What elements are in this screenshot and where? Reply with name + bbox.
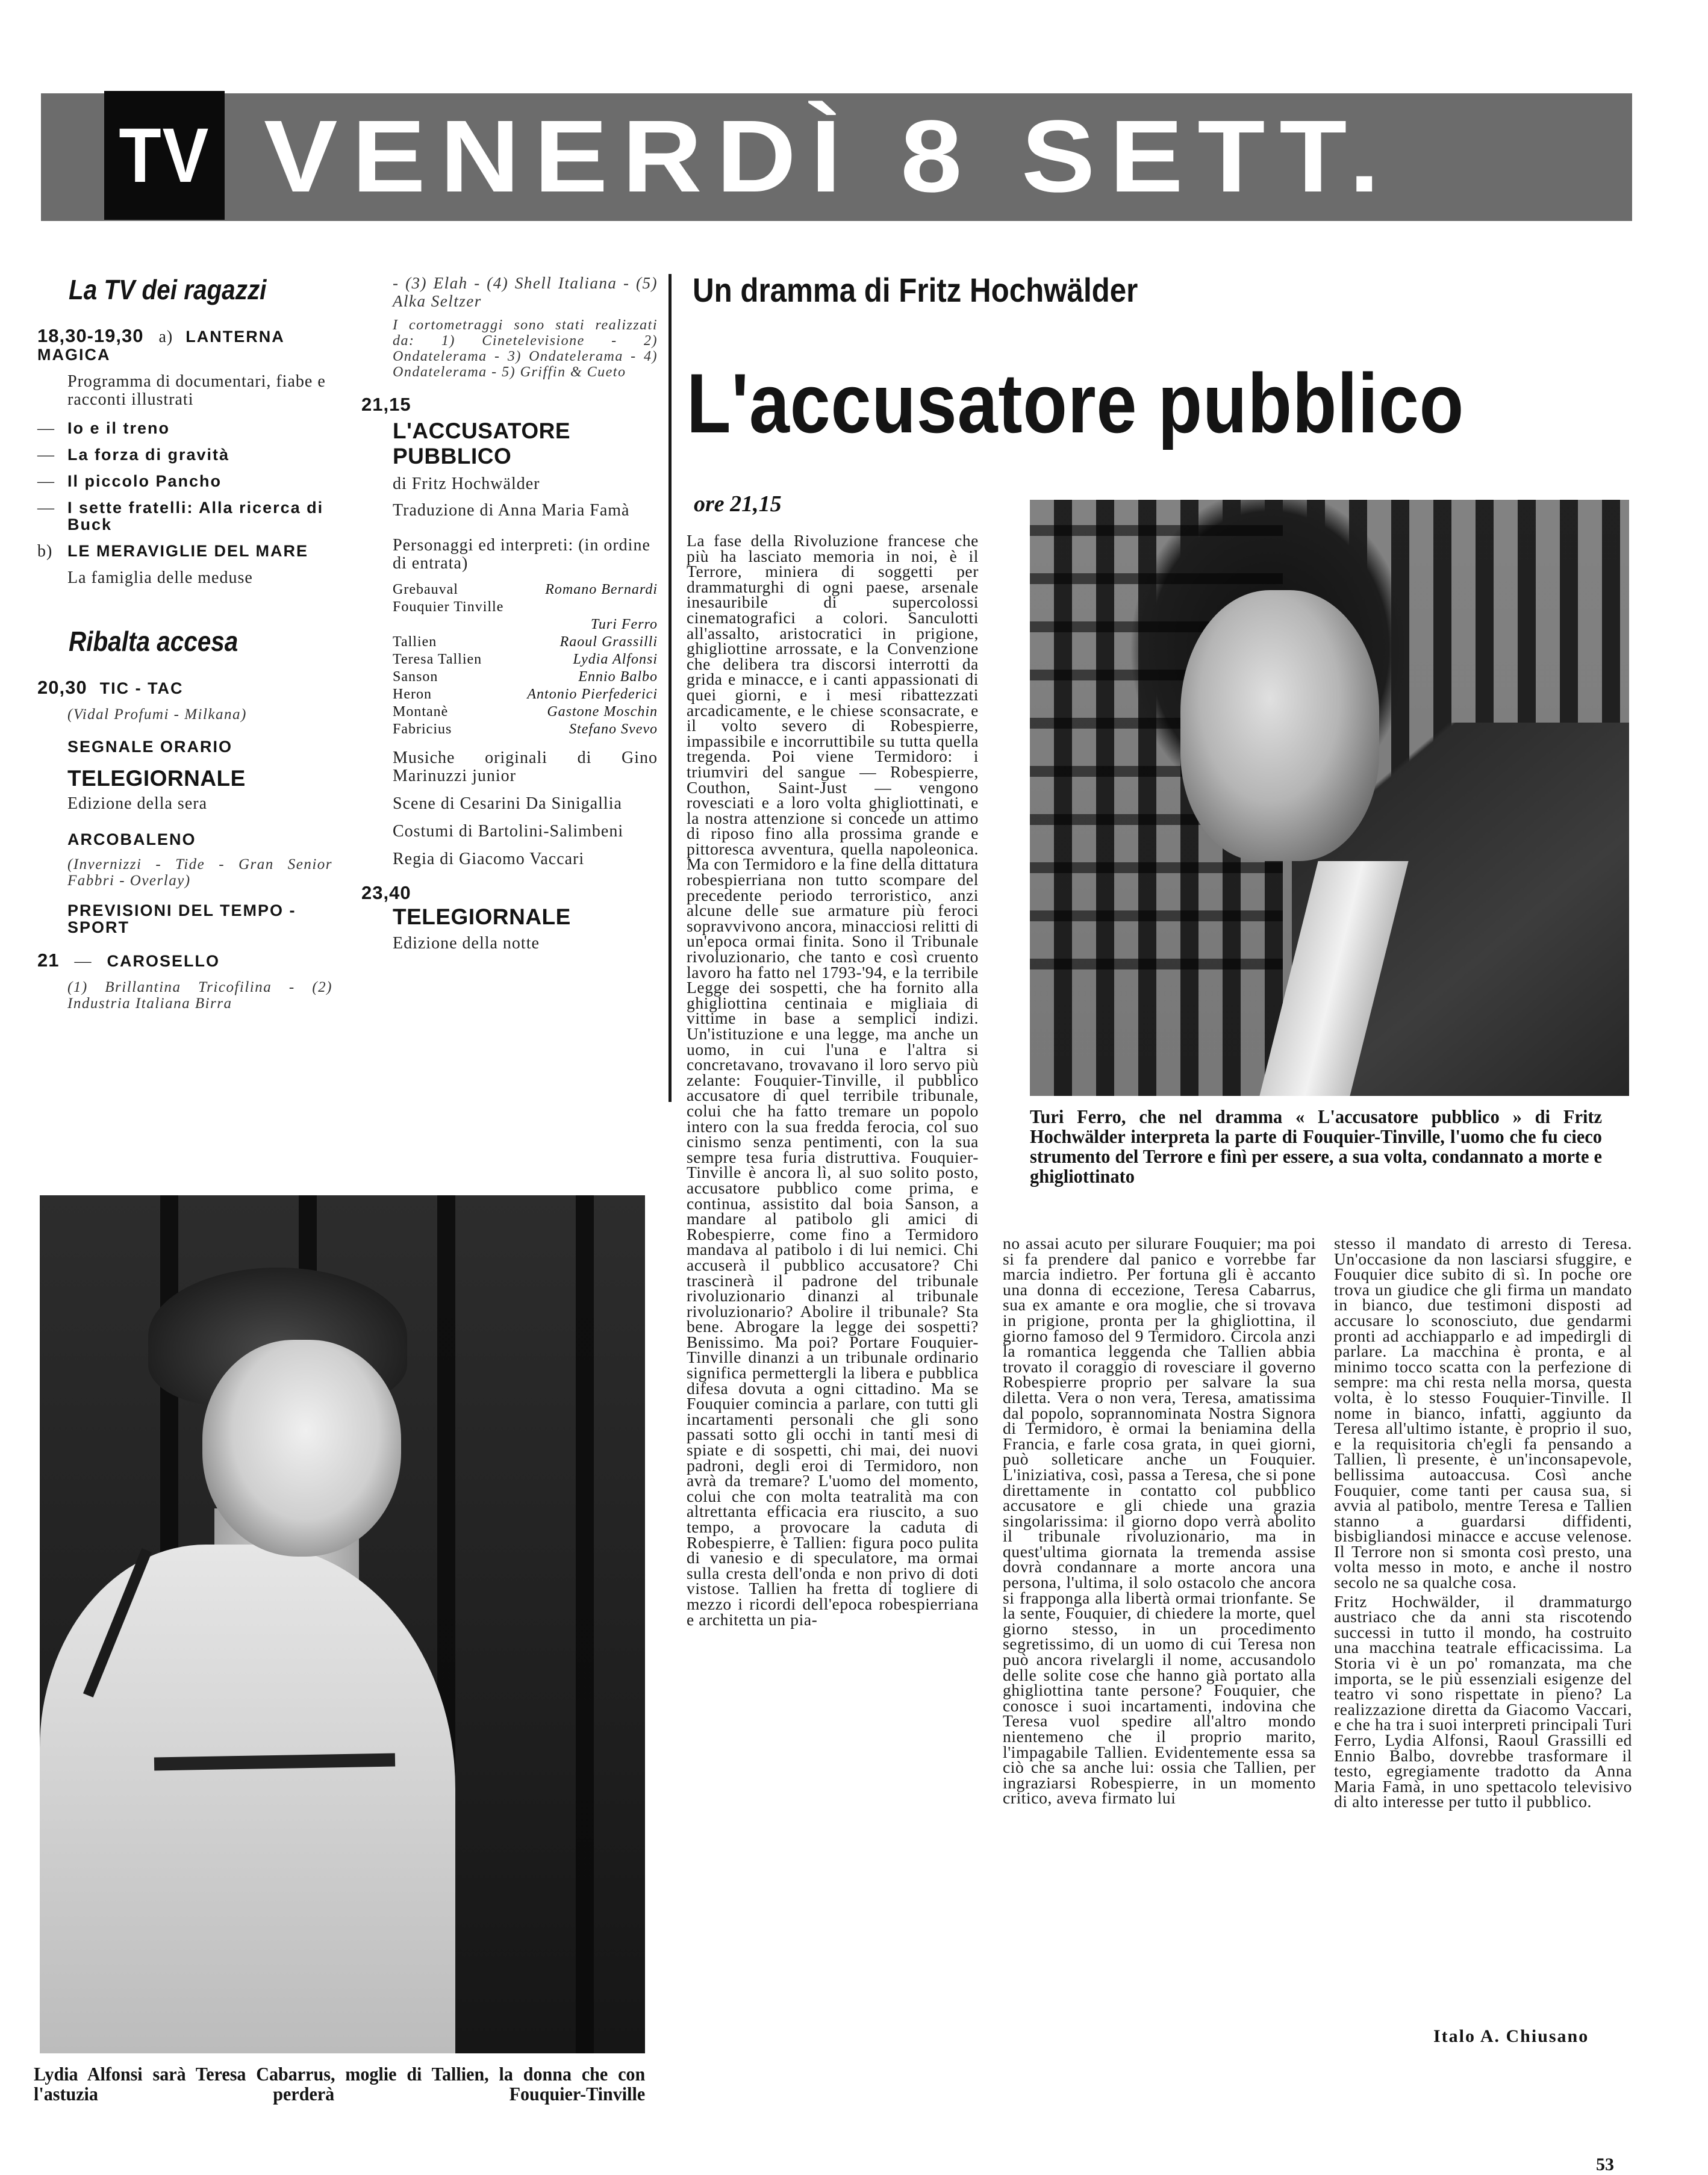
- cast-row: [393, 686, 658, 703]
- entry-time: 23,40: [361, 882, 411, 903]
- cast-row: [393, 581, 658, 599]
- article-paragraph: stesso il mandato di arresto di Teresa. Un'occasione da non lasciarsi sfuggire, e Fouquier dice subito di sì. In poche ore trova un giudice che gli firma un mandato in bianco, due testimoni disposti ad accusare lo sconosciuto, due gendarmi pronti ad acchiapparlo e ad impedirgli di parlare. La macchina è pronta, e al minimo tocco scatta con la perfezione di sempre: ma chi resta nella morsa, questa volta, è lo stesso Fouquier-Tinville. Il nome in bianco, infatti, aggiunto da Teresa all'ultimo istante, è proprio il suo, e la requisitoria ch'egli fa pensando a Tallien, lì presente, è un'inconsapevole, bellissima autoaccusa. Così anche Fouquier, come tanti per causa sua, si avvia al patibolo, mentre Teresa e Tallien stanno a guardarsi diffidenti, bisbigliandosi minacce e accuse velenose. Il Terrore non si smonta così presto, una volta messo in moto, e anche il nostro secolo ne sa qualche cosa.: [1334, 1234, 1632, 1592]
- entry-sponsors: (1) Brillantina Tricofilina - (2) Industria Italiana Birra: [67, 979, 332, 1012]
- listing-column-2: [361, 274, 658, 953]
- column-divider: [669, 274, 672, 1102]
- cast-row: [393, 703, 658, 721]
- photo-face: [202, 1340, 401, 1557]
- entry-title: LE MERAVIGLIE DEL MARE: [67, 542, 309, 560]
- drama-author: di Fritz Hochwälder: [393, 475, 540, 493]
- cast-row: [393, 668, 658, 686]
- cast-role: Fabricius: [393, 721, 452, 737]
- day-banner: [41, 93, 1632, 221]
- cast-actor: Stefano Svevo: [569, 721, 658, 737]
- entry-sponsors-continued: - (3) Elah - (4) Shell Italiana - (5) Alka Seltzer: [393, 274, 658, 310]
- cortometraggi-note: I cortometraggi sono stati realizzati da: 1) Cinetelevisione - 2) Ondatelerama - 3) Ondatelerama - 4) Ondatelerama - 5) Griffin & Cueto: [393, 317, 658, 380]
- drama-music: Musiche originali di Gino Marinuzzi junior: [393, 748, 658, 785]
- tv-label-box: [104, 91, 225, 220]
- section-title-kids: La TV dei ragazzi: [69, 274, 267, 305]
- entry-time: 21,15: [361, 394, 411, 415]
- subitem-title: La forza di gravità: [67, 446, 230, 464]
- drama-translation: Traduzione di Anna Maria Famà: [393, 501, 630, 520]
- article-paragraph: Fritz Hochwälder, il drammaturgo austriaco che da anni sta riscotendo successi in tutto il mondo, ha costruito una macchina teatrale efficacissima. La Storia vi è un po' romanzata, ma che importa, se le più essenziali esigenze del teatro vi sono rispettate in pieno? La realizzazione diretta da Giacomo Vaccari, e che ha tra i suoi interpreti principali Turi Ferro, Lydia Alfonsi, Raoul Grassilli ed Ennio Balbo, dovrebbe trasformare il testo, egregiamente tradotto da Anna Maria Famà, in uno spettacolo televisivo di alto interesse per tutto il pubblico.: [1334, 1592, 1632, 1811]
- cast-row: [393, 651, 658, 668]
- drama-direction: Regia di Giacomo Vaccari: [393, 850, 585, 868]
- cast-actor: Antonio Pierfederici: [527, 686, 658, 702]
- cast-actor: Ennio Balbo: [578, 669, 658, 685]
- entry-time: 18,30-19,30: [37, 325, 144, 346]
- dash-bullet: —: [74, 952, 92, 971]
- late-news-title: TELEGIORNALE: [393, 904, 571, 929]
- entry-marker: b): [37, 542, 53, 561]
- page-number: 53: [1596, 2155, 1614, 2174]
- article-paragraph: La fase della Rivoluzione francese che più ha lasciato memoria in noi, è il Terrore, miniera di soggetti per drammaturghi di ogni paese, arsenale inesauribile di supercolossi cinematografici a colori. Sanculotti all'assalto, aristocratici in prigione, ghigliottine arrossate, e la Convenzione che delibera tra discorsi interrotti da grida e minacce, e i canti appassionati di quei giorni, e i mesi ribattezzati arcadicamente, e le chiese sconsacrate, e il volto severo di Robespierre, impassibile e incorruttibile su tutta quella tregenda. Poi viene Termidoro: i triumviri del sangue — Robespierre, Couthon, Saint-Just — vengono rovesciati e a loro volta ghigliottinati, e la nostra attenzione si concede un attimo di riposo fino alla prossima grande e pittoresca avventura, quella napoleonica. Ma con Termidoro e la fine della dittatura robespierriana non tutto scompare del precedente periodo terroristico, anzi alcune delle sue armature più feroci sopravvivono ancora, minacciosi relitti di un'epoca ormai finita. Sono il Tribunale rivoluzionario, che tanto e così cruento lavoro ha fatto nel 1793-'94, e la terribile Legge dei sospetti, che ha fornito alla ghigliottina centinaia e migliaia di vittime in base a semplici indizi. Un'istituzione e una legge, ma anche un uomo, in cui l'una e l'altra si concretavano, trovavano il loro servo più zelante: Fouquier-Tinville, il pubblico accusatore di quel terribile tribunale, colui che ha fatto tremare un popolo intero con la sua fredda ferocia, col suo cinismo senza pentimenti, con la sua sempre tesa furia distruttiva. Fouquier-Tinville è ancora lì, al suo solito posto, accusatore pubblico come prima, e continua, assistito dal boia Sanson, a mandare al patibolo gli amici di Robespierre, come fino a Termidoro mandava al patibolo i di lui nemici. Chi accuserà il pubblico accusatore? Chi trascinerà il padrone del tribunale rivoluzionario dinanzi al tribunale rivoluzionario? Abolire il tribunale? Sta bene. Abrogare la legge dei sospetti? Benissimo. Ma poi? Portare Fouquier-Tinville dinanzi a un tribunale ordinario significa permettergli la libera e pubblica difesa dovuta a ogni cittadino. Ma se Fouquier comincia a parlare, con tutti gli incartamenti personali che gli sono passati sotto gli occhi in tanti mesi di spiate e di sospetti, chi mai, dei nuovi padroni, degli eroi di Termidoro, non avrà da tremare? L'uomo del momento, colui che con molta teatralità ma con altrettanta efficacia era riuscito, a suo tempo, a provocare la caduta di Robespierre, è Tallien: figura poco pulita di vanesio e di speculatore, ma ormai sulla cresta dell'onda e non privo di doti vistose. Tallien ha fretta di togliere di mezzo i ricordi dell'epoca robespierriana e architetta un pia-: [687, 531, 979, 1629]
- entry-sponsors: (Invernizzi - Tide - Gran Senior Fabbri - Overlay): [67, 856, 332, 889]
- photo-caption-woman: Lydia Alfonsi sarà Teresa Cabarrus, moglie di Tallien, la donna che con l'astuzia perderà Fouquier-Tinville: [34, 2063, 646, 2105]
- dash-bullet: —: [37, 419, 55, 438]
- entry-description: Edizione della sera: [67, 794, 208, 813]
- cast-role: Montanè: [393, 704, 449, 720]
- photo-face: [1180, 590, 1379, 861]
- section-title-evening: Ribalta accesa: [69, 626, 238, 657]
- photo-turi-ferro: [1030, 500, 1629, 1096]
- list-item: [37, 420, 332, 438]
- photo-lydia-alfonsi: [40, 1195, 645, 2053]
- article-column-3: [1334, 1236, 1632, 1809]
- cast-row: [393, 721, 658, 738]
- article-column-2: [1003, 1236, 1316, 1806]
- listing-entry-meraviglie: [37, 543, 332, 561]
- article-column-1: [687, 533, 979, 2147]
- entry-description: La famiglia delle meduse: [67, 568, 253, 587]
- cast-list: [393, 581, 658, 738]
- cast-role: Grebauval: [393, 582, 458, 597]
- listing-entry-lanterna: [37, 327, 332, 364]
- cast-row: [393, 616, 658, 633]
- cast-actor: Romano Bernardi: [545, 582, 658, 597]
- photo-dress: [40, 1545, 455, 2053]
- article-headline: L'accusatore pubblico: [687, 356, 1465, 450]
- entry-title: CAROSELLO: [107, 952, 220, 970]
- subitem-title: Io e il treno: [67, 419, 170, 437]
- entry-telegiornale: TELEGIORNALE: [67, 766, 246, 791]
- subitem-title: I sette fratelli: Alla ricerca di Buck: [67, 499, 324, 534]
- listing-entry-carosello: [37, 951, 332, 971]
- dash-bullet: —: [37, 446, 55, 464]
- cast-row: [393, 599, 658, 616]
- dash-bullet: —: [37, 472, 55, 491]
- article-paragraph: no assai acuto per silurare Fouquier; ma poi si fa prendere dal panico e vorrebbe far marcia indietro. Per fortuna gli è accanto una donna di eccezione, Teresa Cabarrus, sua ex amante e ora moglie, che si trovava in prigione, pronta per la ghigliottina, il giorno famoso del 9 Termidoro. Circola anzi la romantica leggenda che Tallien abbia trovato il coraggio di rovesciare il governo Robespierre proprio per salvare la sua diletta. Vera o non vera, Teresa, amatissima dal popolo, soprannominata Nostra Signora di Termidoro, è ormai la beniamina della Francia, e farle cosa grata, in quei giorni, può solleticare anche un Fouquier. L'iniziativa, così, passa a Teresa, che si pone direttamente in contatto col pubblico accusatore e gli chiede una grazia singolarissima: il giorno dopo verrà abolito il tribunale rivoluzionario, ma in quest'ultima giornata la tremenda assise dovrà condannare a morte ancora una persona, l'ultima, il solo ostacolo che ancora si frapponga alla libertà ormai trionfante. Se la sente, Fouquier, di chiedere la morte, quel giorno stesso, in un procedimento segretissimo, di un uomo di cui Teresa non può ancora rivelargli il nome, accusandolo delle solite cose che hanno già portato alla ghigliottina tante persone? Fouquier, che conosce i suoi incartamenti, indovina che Teresa vuol spedire all'altro mondo nientemeno che il proprio marito, l'impagabile Tallien. Evidentemente essa sa ciò che sa anche lui: ossia che Tallien, per ingraziarsi Robespierre, in un momento critico, aveva firmato lui: [1003, 1234, 1316, 1808]
- listing-entry-tictac: [37, 679, 332, 698]
- cast-actor: Turi Ferro: [590, 617, 658, 632]
- late-news-desc: Edizione della notte: [393, 934, 540, 953]
- listing-column-1: [37, 274, 332, 1012]
- entry-previsioni: PREVISIONI DEL TEMPO - SPORT: [67, 901, 296, 936]
- subitem-title: Il piccolo Pancho: [67, 472, 222, 490]
- entry-title: TIC - TAC: [99, 679, 184, 697]
- cast-role: Heron: [393, 686, 432, 702]
- cast-role: Tallien: [393, 634, 437, 650]
- drama-scenes: Scene di Cesarini Da Sinigallia: [393, 794, 622, 813]
- entry-sponsors: (Vidal Profumi - Milkana): [67, 706, 247, 723]
- entry-time: 20,30: [37, 677, 87, 698]
- entry-title: LANTERNA MAGICA: [37, 328, 284, 364]
- tv-label: TV: [119, 112, 210, 199]
- article-time-label: ore 21,15: [694, 491, 782, 517]
- cast-actor: Raoul Grassilli: [559, 634, 658, 650]
- entry-marker: a): [158, 328, 173, 346]
- article-byline: Italo A. Chiusano: [1433, 2026, 1589, 2046]
- cast-role: Fouquier Tinville: [393, 599, 504, 615]
- cast-role: Sanson: [393, 669, 438, 685]
- entry-description: Programma di documentari, fiabe e racconti illustrati: [67, 372, 326, 409]
- cast-actor: Lydia Alfonsi: [573, 652, 658, 667]
- banner-date-title: VENERDÌ 8 SETT.: [264, 99, 1394, 214]
- entry-time: 21: [37, 950, 60, 971]
- drama-title: L'ACCUSATORE PUBBLICO: [393, 419, 571, 468]
- entry-arcobaleno: ARCOBALENO: [67, 830, 196, 848]
- list-item: [37, 446, 332, 464]
- dash-bullet: —: [37, 499, 55, 517]
- photo-caption-man: Turi Ferro, che nel dramma « L'accusatore pubblico » di Fritz Hochwälder interpreta la parte di Fouquier-Tinville, l'uomo che fu cieco strumento del Terrore e finì per essere, a sua volta, condannato a morte e ghigliottinato: [1030, 1106, 1602, 1187]
- article-kicker: Un dramma di Fritz Hochwälder: [693, 271, 1138, 309]
- drama-costumes: Costumi di Bartolini-Salimbeni: [393, 822, 624, 841]
- entry-segnale-orario: SEGNALE ORARIO: [67, 738, 233, 756]
- list-item: [37, 499, 332, 533]
- cast-role: Teresa Tallien: [393, 652, 482, 667]
- cast-actor: Gastone Moschin: [547, 704, 658, 720]
- list-item: [37, 473, 332, 491]
- cast-header: Personaggi ed interpreti: (in ordine di entrata): [393, 536, 650, 573]
- cast-row: [393, 633, 658, 651]
